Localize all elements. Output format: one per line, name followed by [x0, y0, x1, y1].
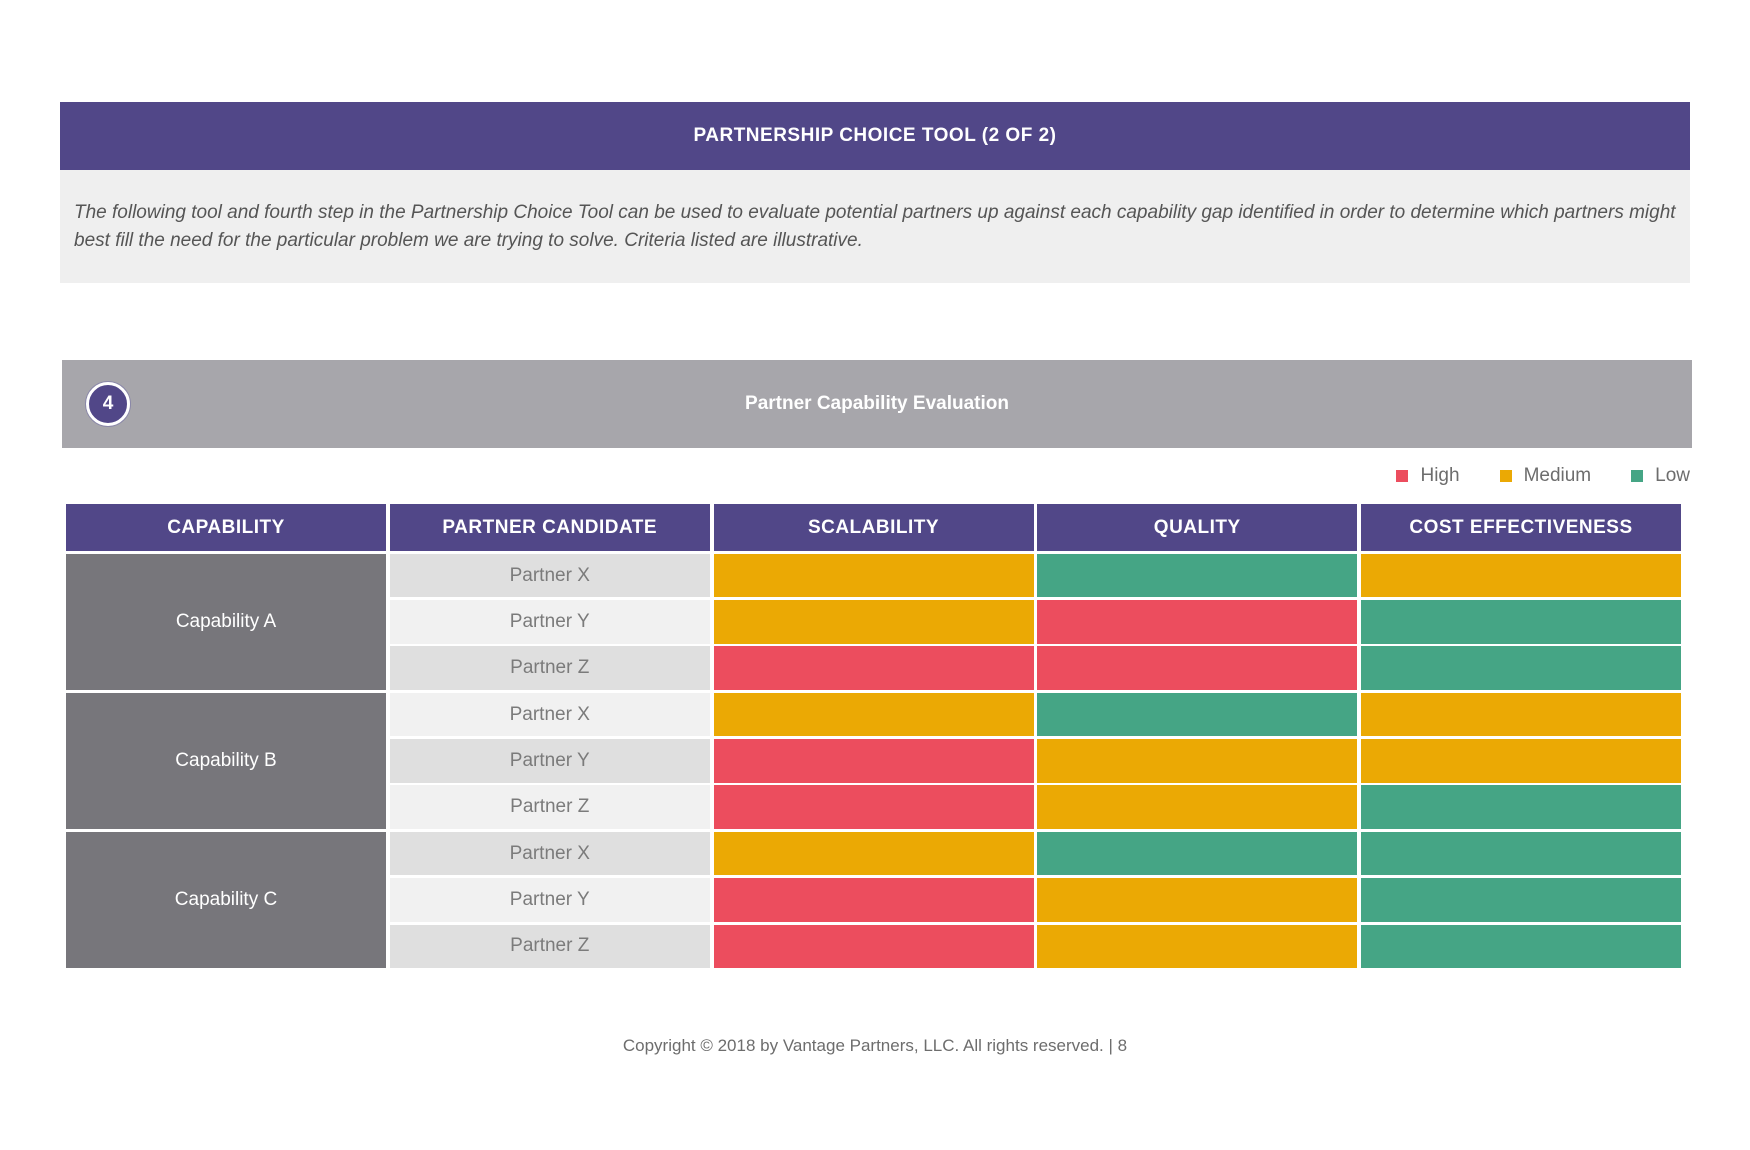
rating-cell-cost-effectiveness	[1361, 646, 1681, 690]
evaluation-table	[66, 504, 1689, 968]
rating-cell-cost-effectiveness	[1361, 925, 1681, 969]
column-header-partner-candidate: PARTNER CANDIDATE	[390, 504, 710, 551]
section-header	[62, 360, 1692, 448]
rating-cell-scalability	[714, 785, 1034, 829]
capability-cell: Capability A	[66, 554, 386, 690]
legend-item-high	[1396, 465, 1459, 487]
legend-label-high: High	[1420, 465, 1460, 486]
rating-cell-quality	[1037, 832, 1357, 876]
rating-cell-quality	[1037, 739, 1357, 783]
legend-swatch-low	[1631, 470, 1643, 482]
capability-cell: Capability B	[66, 693, 386, 829]
rating-cell-cost-effectiveness	[1361, 878, 1681, 922]
rating-cell-quality	[1037, 600, 1357, 644]
rating-cell-scalability	[714, 554, 1034, 598]
rating-cell-scalability	[714, 646, 1034, 690]
section-title: Partner Capability Evaluation	[745, 393, 1009, 414]
partner-candidate-cell: Partner Y	[390, 600, 710, 644]
partner-candidate-cell: Partner X	[390, 554, 710, 598]
step-number-badge: 4	[86, 382, 130, 426]
rating-cell-scalability	[714, 925, 1034, 969]
legend-label-low: Low	[1655, 465, 1690, 486]
column-header-quality: QUALITY	[1037, 504, 1357, 551]
partner-candidate-cell: Partner Z	[390, 646, 710, 690]
partner-candidate-cell: Partner Z	[390, 785, 710, 829]
rating-cell-quality	[1037, 785, 1357, 829]
partner-candidate-cell: Partner Y	[390, 739, 710, 783]
page-title: PARTNERSHIP CHOICE TOOL (2 OF 2)	[60, 102, 1690, 170]
rating-cell-cost-effectiveness	[1361, 785, 1681, 829]
partner-candidate-cell: Partner X	[390, 832, 710, 876]
legend-item-low	[1631, 465, 1690, 487]
partner-candidate-cell: Partner Z	[390, 925, 710, 969]
column-header-capability: CAPABILITY	[66, 504, 386, 551]
rating-cell-quality	[1037, 646, 1357, 690]
rating-cell-cost-effectiveness	[1361, 600, 1681, 644]
legend-swatch-high	[1396, 470, 1408, 482]
rating-cell-scalability	[714, 878, 1034, 922]
rating-cell-cost-effectiveness	[1361, 693, 1681, 737]
partner-candidate-cell: Partner Y	[390, 878, 710, 922]
rating-cell-scalability	[714, 832, 1034, 876]
legend-swatch-medium	[1500, 470, 1512, 482]
rating-cell-quality	[1037, 878, 1357, 922]
intro-text: The following tool and fourth step in the Partnership Choice Tool can be used to evaluate potential partners up against each capability gap identified in order to determine which partners might best fill the need for the particular problem we are trying to solve. Criteria listed are illustrative.	[60, 170, 1690, 283]
column-header-scalability: SCALABILITY	[714, 504, 1034, 551]
legend-item-medium	[1500, 465, 1592, 487]
rating-cell-cost-effectiveness	[1361, 832, 1681, 876]
rating-cell-scalability	[714, 693, 1034, 737]
rating-cell-cost-effectiveness	[1361, 739, 1681, 783]
rating-cell-quality	[1037, 925, 1357, 969]
legend-label-medium: Medium	[1523, 465, 1592, 486]
rating-cell-cost-effectiveness	[1361, 554, 1681, 598]
capability-cell: Capability C	[66, 832, 386, 968]
partner-candidate-cell: Partner X	[390, 693, 710, 737]
rating-cell-scalability	[714, 739, 1034, 783]
rating-cell-quality	[1037, 693, 1357, 737]
rating-cell-quality	[1037, 554, 1357, 598]
column-header-cost-effectiveness: COST EFFECTIVENESS	[1361, 504, 1681, 551]
legend	[1396, 464, 1690, 488]
footer-copyright: Copyright © 2018 by Vantage Partners, LLC. All rights reserved. | 8	[622, 1036, 1128, 1055]
rating-cell-scalability	[714, 600, 1034, 644]
